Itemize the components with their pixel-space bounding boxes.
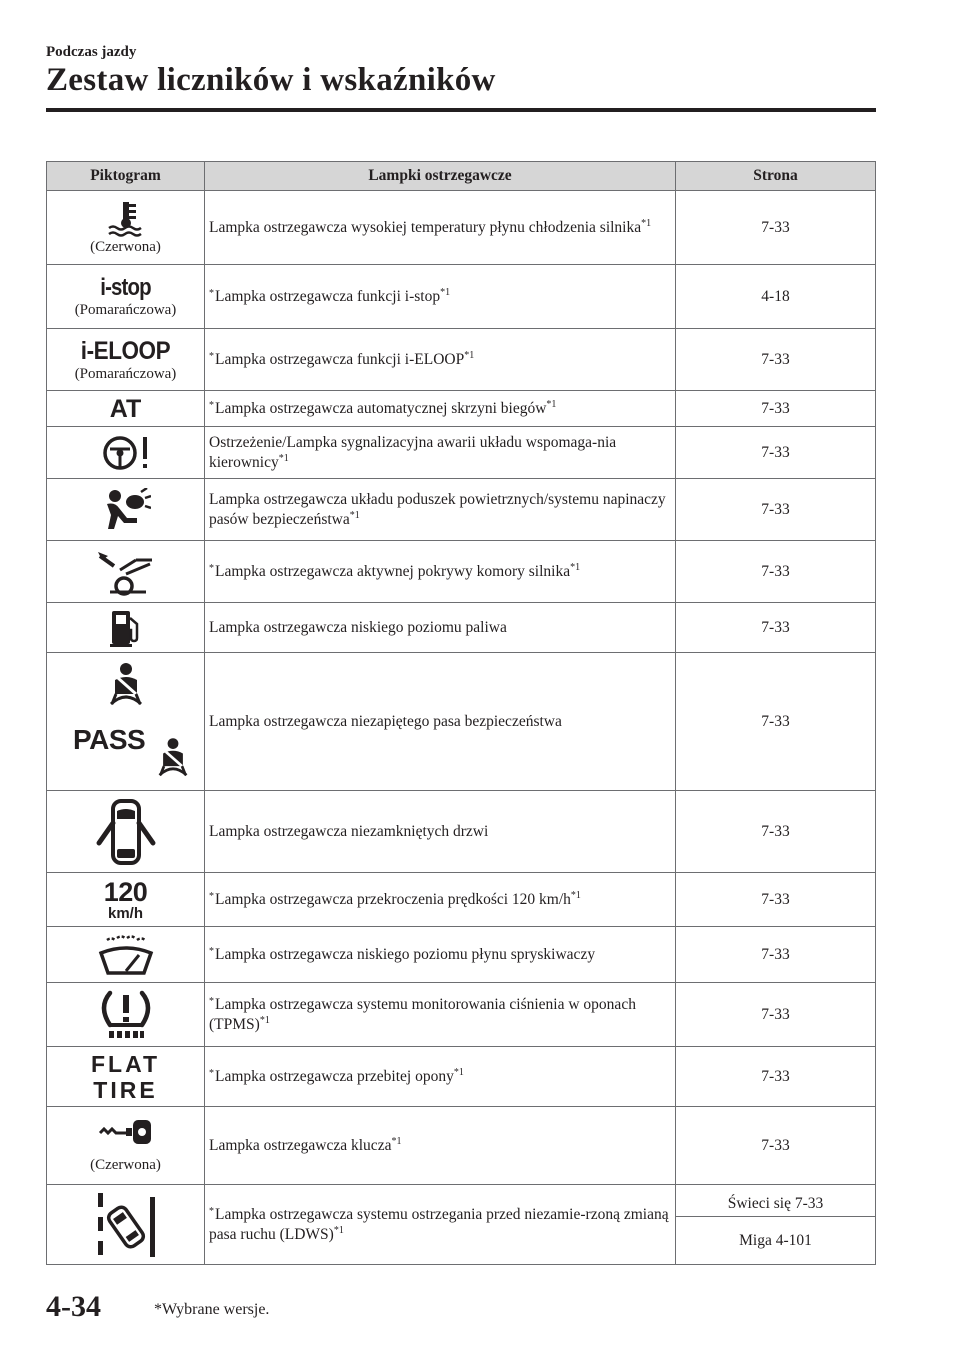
- pictogram-cell: [47, 653, 205, 791]
- airbag-icon: [101, 488, 151, 532]
- footnote-marker: *1: [453, 1066, 464, 1078]
- description-cell: [205, 603, 676, 653]
- footnote-marker: *1: [349, 509, 360, 521]
- column-header: Strona: [676, 162, 876, 191]
- pictogram-cell: [47, 1185, 205, 1265]
- page-title: Zestaw liczników i wskaźników: [46, 62, 496, 98]
- description-cell: [205, 541, 676, 603]
- description-cell: [205, 927, 676, 983]
- color-label: (Pomarańczowa): [74, 301, 177, 318]
- footnote: *Wybrane wersje.: [154, 1301, 270, 1318]
- table-row: [47, 265, 876, 329]
- header-divider: [46, 108, 876, 112]
- color-label: (Pomarańczowa): [74, 365, 177, 382]
- fuel-pump-icon: [109, 608, 143, 648]
- page-cell: 7-33: [676, 191, 876, 265]
- table-row: [47, 191, 876, 265]
- speed-value: 120: [103, 876, 148, 907]
- pictogram-cell: [47, 1107, 205, 1185]
- optional-marker: *: [209, 945, 214, 957]
- page-cell: 7-33: [676, 479, 876, 541]
- warning-lights-table: [46, 161, 876, 1265]
- table-row: [47, 873, 876, 927]
- table-row: [47, 983, 876, 1047]
- description-text: Lampka ostrzegawcza przekroczenia prędkości 120 km/h: [215, 890, 571, 908]
- optional-marker: *: [209, 995, 214, 1007]
- column-header: Lampki ostrzegawcze: [205, 162, 676, 191]
- pictogram-cell: [47, 603, 205, 653]
- lane-departure-icon: [94, 1191, 158, 1259]
- description-text: Lampka ostrzegawcza aktywnej pokrywy komory silnika: [215, 562, 571, 580]
- description-cell: [205, 427, 676, 479]
- pass-icon: PASS: [73, 723, 146, 755]
- optional-marker: *: [209, 350, 214, 362]
- description-text: Lampka ostrzegawcza wysokiej temperatury płynu chłodzenia silnika: [209, 218, 642, 236]
- washer-fluid-icon: [97, 933, 155, 977]
- optional-marker: *: [209, 890, 214, 902]
- table-row: [47, 541, 876, 603]
- footnote-marker: *1: [278, 452, 289, 464]
- table-row: [47, 653, 876, 791]
- table-header-row: [47, 162, 876, 191]
- door-open-icon: [95, 797, 157, 867]
- description-text: Lampka ostrzegawcza funkcji i-ELOOP: [215, 350, 465, 368]
- active-bonnet-icon: [96, 548, 156, 596]
- table-row: [47, 427, 876, 479]
- description-text: Lampka ostrzegawcza niskiego poziomu paliwa: [209, 618, 507, 636]
- description-text: Lampka ostrzegawcza systemu monitorowania ciśnienia w oponach (TPMS): [209, 995, 636, 1033]
- optional-marker: *: [209, 1067, 214, 1079]
- section-title: Podczas jazdy: [46, 44, 137, 60]
- pictogram-cell: [47, 873, 205, 927]
- pictogram-cell: [47, 927, 205, 983]
- description-text: Lampka ostrzegawcza automatycznej skrzyni biegów: [215, 399, 547, 417]
- page-cell: 7-33: [676, 603, 876, 653]
- description-text: Lampka ostrzegawcza niskiego poziomu płynu spryskiwaczy: [215, 945, 596, 963]
- footnote-marker: *1: [641, 217, 652, 229]
- description-text: Lampka ostrzegawcza przebitej opony: [215, 1067, 454, 1085]
- description-text: Ostrzeżenie/Lampka sygnalizacyjna awarii układu wspomaga-nia kierownicy: [209, 433, 617, 471]
- page-cell: 7-33: [676, 427, 876, 479]
- page-cell: 4-18: [676, 265, 876, 329]
- speed-120-icon: [51, 876, 200, 922]
- key-icon: [96, 1117, 156, 1147]
- page-cell: 7-33: [676, 927, 876, 983]
- description-cell: [205, 1107, 676, 1185]
- description-cell: [205, 265, 676, 329]
- pictogram-cell: [47, 791, 205, 873]
- description-cell: [205, 479, 676, 541]
- description-text: Lampka ostrzegawcza układu poduszek powietrznych/systemu napinaczy pasów bezpieczeństwa: [209, 490, 666, 528]
- pictogram-cell: [47, 479, 205, 541]
- passenger-seat-belt-icon: [155, 736, 191, 780]
- optional-marker: *: [209, 1205, 214, 1217]
- description-cell: [205, 1047, 676, 1107]
- optional-marker: *: [209, 399, 214, 411]
- table-row: [47, 1185, 876, 1217]
- description-text: Lampka ostrzegawcza systemu ostrzegania przed niezamie-rzoną zmianą pasa ruchu (LDWS): [209, 1205, 669, 1243]
- footnote-marker: *1: [570, 561, 581, 573]
- i-stop-icon: i-stop: [100, 273, 151, 301]
- optional-marker: *: [209, 287, 214, 299]
- page-cell: 7-33: [676, 391, 876, 427]
- pictogram-cell: [47, 541, 205, 603]
- tpms-icon: [96, 989, 156, 1041]
- table-row: [47, 927, 876, 983]
- page-cell: 7-33: [676, 791, 876, 873]
- coolant-temperature-icon: [106, 200, 146, 238]
- page-cell-on: Świeci się 7-33: [676, 1185, 876, 1217]
- optional-marker: *: [209, 562, 214, 574]
- description-cell: [205, 873, 676, 927]
- i-eloop-icon: i-ELOOP: [80, 336, 171, 365]
- description-cell: [205, 329, 676, 391]
- page-cell-blink: Miga 4-101: [676, 1217, 876, 1265]
- color-label: (Czerwona): [90, 238, 161, 255]
- seat-belt-icon: [106, 662, 146, 708]
- pictogram-cell: [47, 391, 205, 427]
- footnote-marker: *1: [259, 1014, 270, 1026]
- description-cell: [205, 791, 676, 873]
- table-row: [47, 479, 876, 541]
- description-cell: [205, 653, 676, 791]
- page-cell: 7-33: [676, 329, 876, 391]
- table-row: [47, 391, 876, 427]
- table-row: [47, 329, 876, 391]
- page-cell: 7-33: [676, 653, 876, 791]
- table-row: [47, 1047, 876, 1107]
- flat-text: FLAT: [90, 1050, 161, 1077]
- power-steering-icon: [100, 433, 152, 473]
- pictogram-cell: [47, 265, 205, 329]
- description-text: Lampka ostrzegawcza niezapiętego pasa bezpieczeństwa: [209, 712, 562, 730]
- page-number: 4-34: [46, 1290, 101, 1323]
- flat-tire-icon: [51, 1051, 200, 1103]
- pictogram-cell: [47, 191, 205, 265]
- footnote-marker: *1: [333, 1224, 344, 1236]
- pictogram-cell: [47, 983, 205, 1047]
- pictogram-cell: [47, 427, 205, 479]
- page-cell: 7-33: [676, 1047, 876, 1107]
- table-row: [47, 791, 876, 873]
- page-cell: 7-33: [676, 873, 876, 927]
- page-cell: 7-33: [676, 983, 876, 1047]
- table-row: [47, 1107, 876, 1185]
- page-cell: 7-33: [676, 541, 876, 603]
- description-cell: [205, 983, 676, 1047]
- description-text: Lampka ostrzegawcza funkcji i-stop: [215, 287, 441, 305]
- footnote-marker: *1: [440, 286, 451, 298]
- description-text: Lampka ostrzegawcza niezamkniętych drzwi: [209, 822, 489, 840]
- footnote-marker: *1: [391, 1135, 402, 1147]
- description-cell: [205, 191, 676, 265]
- table-row: [47, 603, 876, 653]
- pictogram-cell: [47, 329, 205, 391]
- description-cell: [205, 391, 676, 427]
- pass-seat-belt-indicator: [51, 722, 200, 782]
- footnote-marker: *1: [546, 398, 557, 410]
- footnote-marker: *1: [464, 349, 475, 361]
- at-icon: AT: [109, 394, 142, 423]
- speed-unit: km/h: [107, 904, 143, 922]
- description-cell: [205, 1185, 676, 1265]
- footnote-marker: *1: [570, 889, 581, 901]
- pictogram-cell: [47, 1047, 205, 1107]
- description-text: Lampka ostrzegawcza klucza: [209, 1136, 392, 1154]
- tire-text: TIRE: [93, 1076, 158, 1103]
- column-header: Piktogram: [47, 162, 205, 191]
- page-cell: 7-33: [676, 1107, 876, 1185]
- color-label: (Czerwona): [90, 1157, 161, 1173]
